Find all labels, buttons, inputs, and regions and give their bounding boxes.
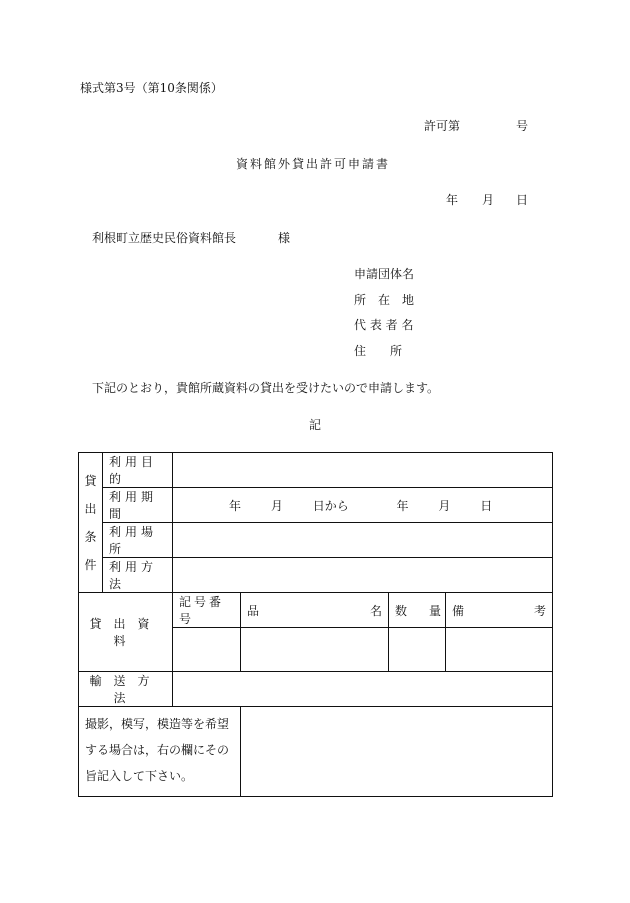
period-label: 利用期間 bbox=[103, 488, 173, 523]
applicant-org-label: 申請団体名 bbox=[354, 267, 415, 281]
document-title: 資料館外貸出許可申請書 bbox=[236, 157, 391, 171]
photo-note: 撮影，模写，模造等を希望する場合は，右の欄にその旨記入して下さい。 bbox=[79, 707, 241, 797]
method-label: 利用方法 bbox=[103, 558, 173, 593]
honorific: 様 bbox=[278, 231, 291, 245]
permit-suffix: 号 bbox=[516, 119, 529, 133]
ki-mark: 記 bbox=[309, 418, 322, 432]
applicant-location-label: 所 在 地 bbox=[354, 293, 415, 307]
permit-label: 許可第 bbox=[424, 119, 461, 133]
materials-label: 貸出資料 bbox=[79, 593, 173, 672]
date-month: 月 bbox=[482, 193, 495, 207]
item-field[interactable] bbox=[241, 628, 389, 672]
col-number-header: 記号番号 bbox=[173, 593, 241, 628]
note-field[interactable] bbox=[446, 628, 553, 672]
period-field[interactable]: 年 月 日から 年 月 日 bbox=[173, 488, 553, 523]
place-field[interactable] bbox=[173, 523, 553, 558]
method-field[interactable] bbox=[173, 558, 553, 593]
transport-label: 輸送方法 bbox=[79, 672, 173, 707]
addressee: 利根町立歴史民俗資料館長 bbox=[92, 231, 237, 245]
col-qty-header: 数 量 bbox=[389, 593, 446, 628]
photo-field[interactable] bbox=[241, 707, 553, 797]
date-day: 日 bbox=[516, 193, 529, 207]
place-label: 利用場所 bbox=[103, 523, 173, 558]
form-number: 様式第3号（第10条関係） bbox=[80, 81, 223, 95]
body-text: 下記のとおり，貴館所蔵資料の貸出を受けたいので申請します。 bbox=[92, 381, 440, 395]
applicant-representative-label: 代 表 者 名 bbox=[354, 318, 414, 332]
applicant-address-label: 住 所 bbox=[354, 344, 403, 358]
col-note-header: 備 考 bbox=[446, 593, 553, 628]
loan-conditions-label: 貸 出 条 件 bbox=[79, 453, 103, 593]
purpose-field[interactable] bbox=[173, 453, 553, 488]
col-item-header: 品 名 bbox=[241, 593, 389, 628]
application-table bbox=[78, 452, 553, 797]
purpose-label: 利用目的 bbox=[103, 453, 173, 488]
date-year: 年 bbox=[446, 193, 459, 207]
transport-field[interactable] bbox=[173, 672, 553, 707]
qty-field[interactable] bbox=[389, 628, 446, 672]
number-field[interactable] bbox=[173, 628, 241, 672]
